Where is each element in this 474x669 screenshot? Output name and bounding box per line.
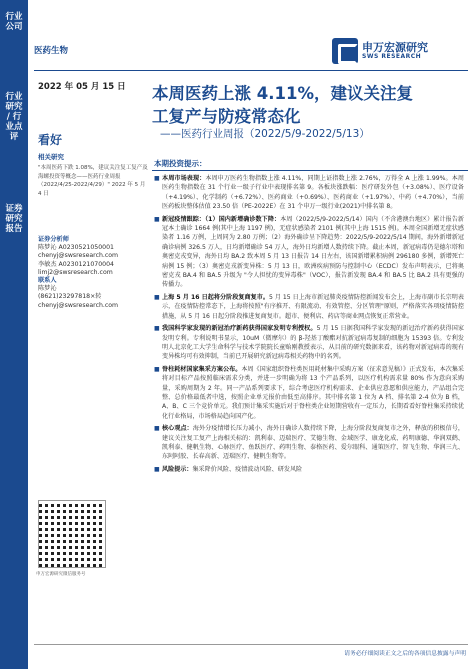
item-text: 本周申万医药生物指数上涨 4.11%，同期上证指数上涨 2.76%，万得全 A 上涨 1.99%。本周医药生物指数在 31 个行业一级子行业中表现排名第 9。各板块涨跌幅：医疗研发外包（+3.08%）、医疗设备（+4.19%）、化学制药（+6.72%）、医药商业（+0.69%）、医药商业（+1.97%）、中药（+4.70%），当前医药板块整体估值 23.50 倍（PE-2022E）在 31 个申万一级行业(2021)中排名第 8。 [162,175,464,211]
related-research-heading: 相关研究 [38,153,64,161]
list-item [154,465,464,474]
report-title-line2: 工复产与防疫常态化 [152,107,301,126]
sidebar-bottom-block [0,618,28,669]
item-text: 本周《国家组织脊柱类医用耗材集中采购方案（征求意见稿）》正式发布，本次集采将对目标产品按照临床需求分类，并进一步明确为将 13 个产品系列，以医疗机构需求量 80% 作为意向采购量，采购周期为 2 年。同一产品系列要求下，综合考虑医疗机构需求、企业供应意愿和供应能力，产品组合完整、总价格最低者中选，按照企业单元报价由低至高排序。其中排名第 1 位为 A 档、排名第 2-4 位为 B 档，A、B、C 三个竞价单元。我们预计集采实施后对于脊柱类企业短期营收有一定压力，长期看看好脊柱集采持续优化行业格局，市场格局趋向国产化。 [162,365,465,420]
item-text: 海外分疫情增长压力减小，海外日确诊人数持续下降，上海分阶段复商复市之外，释放的积极信号，建议关注复工复产上海相关标的：凯利泰、迈瑞医疗、艾德生物、金域医学、康龙化成、药明康德、华润双鹤、凯利泰、健帆生物、心脉医疗、鱼跃医疗、药明生物、泰格医药、爱尔眼科、通策医疗、智飞生物、华润三九、东阿阿胶、长春高新、迈瑞医疗、健帆生物等。 [162,425,465,461]
contact-phone: (8621)23297818×转 [38,293,102,301]
investment-tips-heading: 本期投资提示： [154,159,207,168]
industry-category: 医药生物 [34,46,69,56]
footer-divider [34,644,468,645]
list-item [154,424,464,462]
report-subtitle: ——医药行业周报（2022/5/9-2022/5/13） [160,128,370,140]
company-logo [332,38,468,64]
bullet-icon: ■ [154,175,160,182]
bullet-icon: ■ [154,465,160,473]
item-text: 5 月 15 日据我国科学家发现的新冠治疗新药获得国家发明专利。专利说明书显示，10uM（微摩尔）的 β-羟基丁酸酯对抗新冠病毒复制的细胞为 15393 倍。专利发明人北京化工大学生命科学与技术学院院长童贻刚教授表示，从目前的研究数据来看，该药物对新冠病毒的现有变异株均可有效抑制，当前已开展研究新冠病毒相关药物中的名列。 [162,325,465,361]
item-heading: 风险提示： [162,465,193,473]
qr-code-icon [38,500,106,568]
side-bar [0,0,28,669]
sidebar-industry: 行业公司 [5,12,23,32]
investment-tips-list [154,174,464,477]
item-heading: 上海 5 月 16 日起将分阶段复商复市。 [162,293,269,301]
footer-disclaimer: 请务必仔细阅读正文之后的各项信息披露与声明 [344,651,466,657]
header-divider [34,70,468,71]
logo-cn-text: 申万宏源研究 [362,41,428,54]
logo-en-text: SWS RESEARCH [362,53,422,60]
item-heading: 本周市场表现： [162,175,206,182]
bullet-icon: ■ [154,425,160,433]
bullet-icon: ■ [154,365,160,373]
item-heading: 脊柱耗材国家集采方案公布。 [162,365,242,373]
item-heading: 新冠疫情跟踪：（1）国内新增确诊数下降： [162,215,281,223]
sidebar-research: 行业研究 / 行业点评 [5,92,23,142]
investment-tips-divider [152,170,468,171]
contact-email[interactable]: chenyj@swsresearch.com [38,301,119,309]
analyst-1-email[interactable]: chenyj@swsresearch.com [38,252,119,260]
related-research-text: "本周医药下跌 1.08%，建议关注复工复产及海螺投资等概念——医药行业周报（2022/4/25-2022/4/29）" 2022 年 5 月 4 日 [38,165,148,197]
report-title-line1: 本周医药上涨 4.11%，建议关注复 [152,84,413,103]
list-item [154,293,464,321]
sidebar-report: 证券研究报告 [5,204,23,234]
analyst-1: 陈梦沁 A0230521050001 [38,244,114,252]
bullet-icon: ■ [154,215,160,223]
qr-caption: 申万宏源研究微信服务号 [36,572,86,577]
item-heading: 核心观点： [162,425,193,433]
item-text: 5 月 15 日上海市新冠肺炎疫情防控新闻发布会上，上海市副市长宗明表示，在疫情防控常态下，上海将按照"有序推开、有限流动、有效管控、分区管理"原则，严格落实各项疫情防控措施，从 5 月 16 日起分阶段推进复商复市。超市、便利店、药店等商业网点恢复正常营业。 [162,293,464,320]
list-item [154,365,464,421]
contact-name: 陈梦沁 [38,285,57,293]
contact-heading: 联系人 [38,277,57,285]
list-item [154,215,464,290]
report-date: 2022 年 05 月 15 日 [38,82,126,92]
list-item [154,324,464,362]
item-text: 本周（2022/5/9-2022/5/14）国内（不含港澳台地区）累计报告新冠本土确诊 1664 例(其中上海 1197 例)，无症状感染者 2101 例(其中上海 1515 例)。本周全国新增无症状感染者 1.16 万例，上周同为 2.80 万例；（2）海外确诊呈下降趋势：2022/5/9-2022/5/14 期间，海外新增新冠确诊病例 326.5 万人，日均新增确诊 54 万人，海外日均新增人数持续下降。截止本周，新冠病毒仍是德尔塔和奥密克戎变异，海外日均 BA.2 致本周 5 月 13 日报告 14 日左右，该国新增累积病例 296180 多例，新增死亡病例 15 例；（3）奥密克戎新变异株：5 月 13 日，欧洲疾病预防与控制中心（ECDC）发布声明表示，已将奥密克戎 BA.4 和 BA.5 升级为 "令人担忧的变异毒株"（VOC），报告新发现 BA.4 和 BA.5 比 BA.2 具有更强的传播力。 [162,215,464,289]
analyst-2: 李敏杰 A0230121070004 [38,260,114,268]
analyst-heading: 证券分析师 [38,236,69,243]
list-item [154,174,464,212]
item-text: 集采降价风险、疫情波动风险、研发风险 [192,465,303,473]
item-heading: 我国科学家发现的新冠治疗新药获得国家发明专利授权。 [162,325,317,333]
bullet-icon: ■ [154,325,160,333]
logo-mark-icon [332,38,358,64]
bullet-icon: ■ [154,293,160,301]
rating-label: 看好 [38,133,63,147]
analyst-2-email[interactable]: limj2@swsresearch.com [38,268,113,276]
analyst-block [38,236,148,310]
